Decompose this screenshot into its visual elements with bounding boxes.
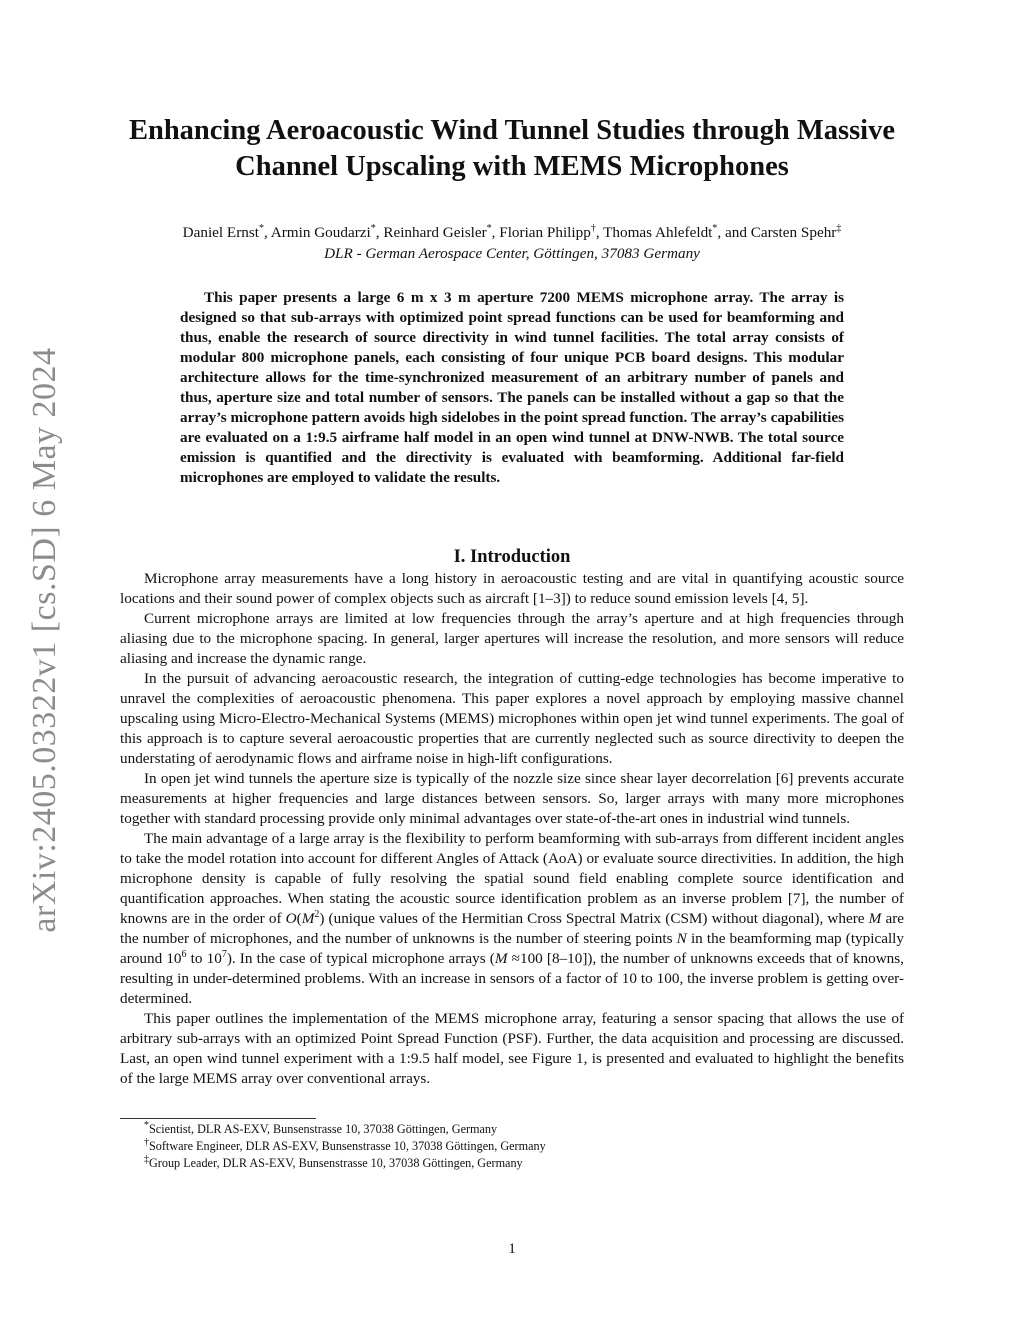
math-exponent: 6 <box>181 948 187 960</box>
author-affiliation-mark: † <box>590 222 596 234</box>
page-number: 1 <box>508 1240 516 1257</box>
text-run: The main advantage of a large array is the flexibility to perform beamforming with sub-arrays from different incident angles to take the model rotation into account for different Angles of Attack (AoA) or evaluate source directivities. In addition, the high microphone density is capable of fully resolving the spatial sound field enabling complete source identification and quantification approaches. When stating the acoustic source identification problem as an inverse problem [7], the number of knowns are in the order of <box>120 830 904 927</box>
footnote <box>120 1121 904 1138</box>
footnote-mark: † <box>144 1136 149 1148</box>
footnote <box>120 1155 904 1172</box>
abstract: This paper presents a large 6 m x 3 m aperture 7200 MEMS microphone array. The array is designed so that sub-arrays with optimized point spread functions can be used for beamforming and thus, enable the research of source directivity in wind tunnel facilities. The total array consists of modular 800 microphone panels, each consisting of four unique PCB board designs. This modular architecture allows for the time-synchronized measurement of an arbitrary number of panels and thus, aperture size and total number of sensors. The panels can be installed without a gap so that the array’s microphone pattern avoids high sidelobes in the point spread function. The array’s capabilities are evaluated on a 1:9.5 airframe half model in an open wind tunnel at DNW-NWB. The total source emission is quantified and the directivity is evaluated with beamforming. Additional far-field microphones are employed to validate the results. <box>180 289 844 486</box>
text-run: in the beamforming map (typically around 10 <box>120 930 904 967</box>
intro-paragraph-6: This paper outlines the implementation of the MEMS microphone array, featuring a sensor spacing that allows the use of arbitrary sub-arrays with an optimized Point Spread Function (PSF). Further, the data acquisition and processing are discussed. Last, an open wind tunnel experiment with a 1:9.5 half model, see Figure 1, is presented and evaluated to highlight the benefits of the large MEMS array over conventional arrays. <box>120 1010 904 1087</box>
text-run: are the number of microphones, and the number of unknowns is the number of steering points <box>120 910 905 947</box>
author-name: Armin Goudarzi <box>270 224 371 241</box>
footnotes <box>120 1121 904 1172</box>
author-separator: , <box>375 224 384 241</box>
footnote-text: Scientist, DLR AS-EXV, Bunsenstrasse 10, 37038 Göttingen, Germany <box>149 1122 498 1136</box>
intro-paragraph-2: Current microphone arrays are limited at low frequencies through the array’s aperture and at high frequencies through aliasing due to the microphone spacing. In general, larger apertures will increase the resolution, and more sensors will reduce aliasing and increase the dynamic range. <box>120 610 904 667</box>
paper-title: Enhancing Aeroacoustic Wind Tunnel Studies through Massive Channel Upscaling with MEMS Microphones <box>128 115 896 182</box>
section-heading-introduction: I. Introduction <box>453 547 571 567</box>
author-affiliation-mark: * <box>259 222 264 234</box>
math-exponent: 2 <box>314 908 320 920</box>
footnote-text: Group Leader, DLR AS-EXV, Bunsenstrasse 10, 37038 Göttingen, Germany <box>149 1156 523 1170</box>
math-paren: ( <box>296 910 302 927</box>
intro-paragraph-3: In the pursuit of advancing aeroacoustic research, the integration of cutting-edge technologies has become imperative to unravel the complexities of aeroacoustic phenomena. This paper explores a novel approach by employing massive channel upscaling using Micro-Electro-Mechanical Systems (MEMS) microphones within open jet wind tunnel experiments. The goal of this approach is to capture several aeroacoustic properties that are currently neglected such as source directivity to deepen the understating of aerodynamic flows and airframe noise in high-lift configurations. <box>120 670 904 767</box>
math-symbol-m: M <box>301 910 315 927</box>
text-run: (unique values of the Hermitian Cross Spectral Matrix (CSM) without diagonal), where <box>324 910 869 927</box>
intro-paragraph-4: In open jet wind tunnels the aperture size is typically of the nozzle size since shear layer decorrelation [6] prevents accurate measurements at higher frequencies and large distances between sensors. So, larger arrays with many more microphones together with standard processing provide only minimal advantages over state-of-the-art ones in industrial wind tunnels. <box>120 770 904 827</box>
author-separator: , <box>491 224 500 241</box>
math-symbol-n: N <box>676 930 687 947</box>
author-separator: , <box>264 224 271 241</box>
author-name: Daniel Ernst <box>182 224 259 241</box>
author-affiliation: DLR - German Aerospace Center, Göttingen, 37083 Germany <box>324 245 700 262</box>
author-affiliation-mark: * <box>712 222 718 234</box>
author-affiliation-mark: * <box>486 222 492 234</box>
footnote-mark: ‡ <box>144 1153 149 1165</box>
math-symbol-o: O <box>285 910 297 927</box>
author-list <box>120 222 904 243</box>
footnote <box>120 1138 904 1155</box>
author-separator: , and <box>717 224 751 241</box>
author-affiliation-mark: ‡ <box>836 222 842 234</box>
math-exponent: 7 <box>221 948 227 960</box>
text-run: ≈100 [8–10]), the number of unknowns exceeds that of knowns, resulting in under-determined problems. With an increase in sensors of a factor of 10 to 100, the inverse problem is getting over-determined. <box>120 950 904 1007</box>
arxiv-identifier-stamp[interactable]: arXiv:2405.03322v1 [cs.SD] 6 May 2024 <box>26 347 63 933</box>
author-name: Florian Philipp <box>499 224 591 241</box>
author-name: Carsten Spehr <box>750 224 837 241</box>
intro-paragraph-1: Microphone array measurements have a long history in aeroacoustic testing and are vital in quantifying acoustic source locations and their sound power of complex objects such as aircraft [1–3]) to reduce sound emission levels [4, 5]. <box>120 570 904 607</box>
author-affiliation-mark: * <box>370 222 376 234</box>
math-paren: ) <box>319 910 325 927</box>
text-run: to 10 <box>186 950 222 967</box>
math-symbol-m: M <box>868 910 882 927</box>
intro-paragraph-5 <box>120 829 904 1009</box>
footnote-divider <box>120 1118 316 1119</box>
introduction-body <box>120 569 904 1089</box>
footnote-text: Software Engineer, DLR AS-EXV, Bunsenstrasse 10, 37038 Göttingen, Germany <box>149 1139 546 1153</box>
footnote-mark: * <box>144 1119 149 1131</box>
author-separator: , <box>595 224 604 241</box>
math-symbol-m: M <box>494 950 508 967</box>
text-run: ). In the case of typical microphone arrays ( <box>226 950 495 967</box>
author-name: Thomas Ahlefeldt <box>603 224 713 241</box>
author-name: Reinhard Geisler <box>383 224 487 241</box>
